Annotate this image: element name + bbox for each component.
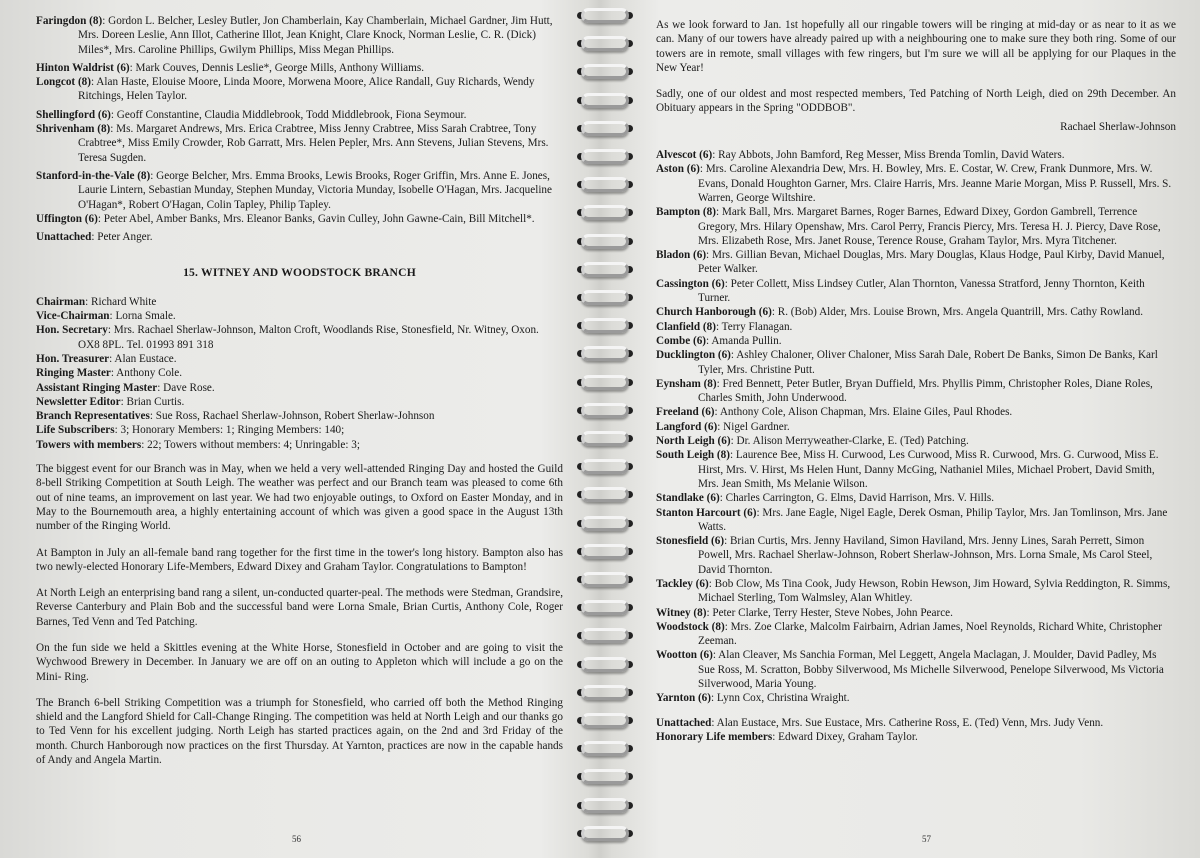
tower-entry: Combe (6): Amanda Pullin.	[656, 334, 782, 347]
binding-ring	[581, 290, 629, 305]
report-paragraph: The biggest event for our Branch was in May, when we held a very well-attended Ringing Day and hosted the Guild 8-bell Striking Competition at South Leigh. The weather was perfect and our Branch team was pleased to come 6th out of nine teams, an improvement on last year. We had two enjoyable outings, to Oxford on Easter Monday, and in May to the Bournemouth area, a highly entertaining account of which was given a good space in the August 13th number of the Ringing World.	[36, 463, 563, 533]
binding-ring	[581, 93, 629, 108]
binding-ring	[581, 177, 629, 192]
officer-entry: Branch Representatives: Sue Ross, Rachael Sherlaw-Johnson, Robert Sherlaw-Johnson	[36, 410, 435, 423]
tower-entry: Shellingford (6): Geoff Constantine, Claudia Middlebrook, Todd Middlebrook, Fiona Seymour.	[36, 108, 467, 121]
tower-entry: Woodstock (8): Mrs. Zoe Clarke, Malcolm Fairbairn, Adrian James, Noel Reynolds, Richard White, Christopher Zeeman.	[656, 620, 1162, 648]
officer-entry: Assistant Ringing Master: Dave Rose.	[36, 381, 215, 394]
report-paragraph: At North Leigh an enterprising band rang a silent, un-conducted quarter-peal. The methods were Stedman, Grandsire, Reverse Canterbury and Plain Bob and the successful band were Lorna Smale, Brian Curtis, Anthony Cole, Roger Barnes, Ted Venn and Ted Patching.	[36, 587, 563, 628]
officer-entry: Vice-Chairman: Lorna Smale.	[36, 310, 176, 323]
tower-entry: Eynsham (8): Fred Bennett, Peter Butler, Bryan Duffield, Mrs. Phyllis Pimm, Christopher Roles, Diane Roles, Charles Smith, John Underwood.	[656, 377, 1153, 405]
officer-entry: Newsletter Editor: Brian Curtis.	[36, 395, 185, 408]
left-page	[0, 0, 585, 858]
binding-ring	[581, 798, 629, 813]
binding-ring	[581, 741, 629, 756]
tower-entry: Alvescot (6): Ray Abbots, John Bamford, Reg Messer, Miss Brenda Tomlin, David Waters.	[656, 149, 1065, 162]
tower-entry: Bladon (6): Mrs. Gillian Bevan, Michael Douglas, Mrs. Mary Douglas, Klaus Hodge, Paul Kirby, David Manuel, Peter Walker.	[656, 249, 1165, 276]
report-paragraph: At Bampton in July an all-female band rang together for the first time in the tower's long history. Bampton also has two newly-elected Honorary Life-Members, Edward Dixey and Graham Taylor. Congratulations to Bampton!	[36, 546, 563, 573]
tower-entry: Ducklington (6): Ashley Chaloner, Oliver Chaloner, Miss Sarah Dale, Robert De Banks, Simon De Banks, Karl Tyler, Mrs. Christine Putt.	[656, 349, 1158, 376]
page-number-right: 57	[922, 834, 931, 844]
tower-entry: Cassington (6): Peter Collett, Miss Lindsey Cutler, Alan Thornton, Vanessa Stratford, Jenny Thornton, Keith Turner.	[656, 277, 1145, 305]
tower-entry: Freeland (6): Anthony Cole, Alison Chapman, Mrs. Elaine Giles, Paul Rhodes.	[656, 406, 1013, 419]
tower-entry: Stonesfield (6): Brian Curtis, Mrs. Jenny Haviland, Simon Haviland, Mrs. Jenny Lines, Sarah Perrett, Simon Powell, Mrs. Rachael Sherlaw-Johnson, Robert Sherlaw-Johnson, Mrs. Lorna Smale, Ms Carol Steel, David Thornton.	[656, 535, 1153, 576]
binding-ring	[581, 572, 629, 587]
officer-entry: Life Subscribers: 3; Honorary Members: 1; Ringing Members: 140;	[36, 424, 345, 437]
binding-ring	[581, 121, 629, 136]
tower-entry: Witney (8): Peter Clarke, Terry Hester, Steve Nobes, John Pearce.	[656, 606, 953, 619]
tower-entry: Bampton (8): Mark Ball, Mrs. Margaret Barnes, Roger Barnes, Edward Dixey, Gordon Gambrell, Terrence Gregory, Mrs. Hilary Openshaw, Mrs. Carol Perry, Francis Piercy, Mrs. Teresa H. J. Piercy, Dave Rose, Mrs. Elizabeth Rose, Mrs. Janet Rouse, Terence Rouse, Graham Taylor, Mrs. Myra Titchener.	[656, 206, 1161, 247]
tower-entry: Faringdon (8): Gordon L. Belcher, Lesley Butler, Jon Chamberlain, Kay Chamberlain, Michael Gardner, Jim Hutt, Mrs. Doreen Leslie, Ann Illot, Catherine Illot, Jean Knight, Clare Knock, Norman Leslie, C. R. (Dick) Miles*, Mrs. Caroline Phillips, Gwilym Phillips, Miss Megan Phillips.	[36, 15, 553, 56]
tower-entry: Church Hanborough (6): R. (Bob) Alder, Mrs. Louise Brown, Mrs. Angela Quantrill, Mrs. Cathy Rowland.	[656, 306, 1144, 319]
right-tower-list	[656, 148, 1176, 706]
report-paragraph: On the fun side we held a Skittles evening at the White Horse, Stonesfield in October and are going to visit the Wychwood Brewery in December. In January we are off on an outing to Appleton which will include a go on the Mini- Ring.	[36, 641, 563, 683]
binding-ring	[581, 685, 629, 700]
binding-ring	[581, 318, 629, 333]
honorary-members-entry: Honorary Life members: Edward Dixey, Graham Taylor.	[656, 730, 918, 743]
right-footer-entries	[656, 716, 1176, 745]
binding-ring	[581, 713, 629, 728]
tower-entry: Clanfield (8): Terry Flanagan.	[656, 320, 793, 333]
tower-entry: South Leigh (8): Laurence Bee, Miss H. Curwood, Les Curwood, Miss R. Curwood, Mrs. G. Curwood, Miss E. Hirst, Mrs. V. Hirst, Ms Helen Hunt, Danny McGing, Nathaniel Miles, Michael Probert, David Smith, Mrs. Jean Smith, Ms Melanie Wilson.	[656, 449, 1159, 490]
binding-ring	[581, 769, 629, 784]
tower-entry: North Leigh (6): Dr. Alison Merryweather-Clarke, E. (Ted) Patching.	[656, 435, 969, 448]
tower-entry: Hinton Waldrist (6): Mark Couves, Dennis Leslie*, George Mills, Anthony Williams.	[36, 61, 424, 74]
tower-entry: Wootton (6): Alan Cleaver, Ms Sanchia Forman, Mel Leggett, Angela Maclagan, J. Moulder, David Padley, Ms Sue Ross, M. Scratton, Bobby Silverwood, Ms Michelle Silverwood, Penelope Silverwood, Ms Victoria Silverwood, Maria Young.	[656, 649, 1164, 691]
officer-entry: Ringing Master: Anthony Cole.	[36, 367, 183, 380]
binding-ring	[581, 346, 629, 361]
binding-ring	[581, 8, 629, 23]
binding-ring	[581, 657, 629, 672]
right-page	[640, 0, 1200, 858]
tower-entry: Unattached: Peter Anger.	[36, 231, 153, 244]
report-continuation	[656, 18, 1176, 134]
binding-ring	[581, 459, 629, 474]
binding-ring	[581, 600, 629, 615]
binding-ring	[581, 487, 629, 502]
signature: Rachael Sherlaw-Johnson	[1060, 120, 1176, 133]
officer-entry: Hon. Secretary: Mrs. Rachael Sherlaw-Johnson, Malton Croft, Woodlands Rise, Stonesfield, Nr. Witney, Oxon. OX8 8PL. Tel. 01993 891 318	[36, 324, 539, 351]
left-tower-list	[36, 14, 563, 244]
binding-ring	[581, 628, 629, 643]
officer-entry: Chairman: Richard White	[36, 295, 157, 308]
officers-list	[36, 295, 563, 452]
binding-ring	[581, 36, 629, 51]
binding-ring	[581, 149, 629, 164]
tower-entry: Uffington (6): Peter Abel, Amber Banks, Mrs. Eleanor Banks, Gavin Culley, John Gawne-Cain, Bill Mitchell*.	[36, 212, 535, 225]
binding-ring	[581, 375, 629, 390]
tower-entry: Shrivenham (8): Ms. Margaret Andrews, Mrs. Erica Crabtree, Miss Jenny Crabtree, Miss Sarah Crabtree, Tony Crabtree*, Miss Emily Crowder, Rob Garratt, Mrs. Helen Pepler, Mrs. Ann Stevens, Julian Stevens, Mrs. Teresa Sugden.	[36, 123, 549, 164]
binding-ring	[581, 234, 629, 249]
binding-ring	[581, 826, 629, 841]
unattached-entry: Unattached: Alan Eustace, Mrs. Sue Eustace, Mrs. Catherine Ross, E. (Ted) Venn, Mrs. Judy Venn.	[656, 716, 1104, 729]
binding-ring	[581, 64, 629, 79]
report-paragraph: Sadly, one of our oldest and most respected members, Ted Patching of North Leigh, died on 29th December. An Obituary appears in the Spring "ODDBOB".	[656, 88, 1176, 115]
tower-entry: Stanton Harcourt (6): Mrs. Jane Eagle, Nigel Eagle, Derek Osman, Philip Taylor, Mrs. Jan Tomlinson, Mrs. Jane Watts.	[656, 506, 1168, 533]
officer-entry: Hon. Treasurer: Alan Eustace.	[36, 352, 177, 365]
page-number-left: 56	[292, 834, 301, 844]
tower-entry: Langford (6): Nigel Gardner.	[656, 420, 790, 433]
binding-ring	[581, 403, 629, 418]
branch-report	[36, 462, 563, 767]
binding-ring	[581, 516, 629, 531]
tower-entry: Standlake (6): Charles Carrington, G. Elms, David Harrison, Mrs. V. Hills.	[656, 492, 995, 505]
officer-entry: Towers with members: 22; Towers without members: 4; Unringable: 3;	[36, 438, 360, 451]
report-paragraph: As we look forward to Jan. 1st hopefully all our ringable towers will be ringing at mid-day or as near to it as we can. Many of our towers have already paired up with a neighbouring one to make sure they both ring. Some of our towers are in remote, small villages with few ringers, but I'm sure we will all be applying for our Plaques in the New Year!	[656, 19, 1176, 74]
binding-ring	[581, 205, 629, 220]
report-paragraph: The Branch 6-bell Striking Competition was a triumph for Stonesfield, who carried off both the Method Ringing shield and the Langford Shield for Call-Change Ringing. The competition was held at North Leigh and our thanks go to Ted Venn for his excellent judging. North Leigh has started practices again, on the 2nd and 3rd Friday of the month. Church Hanborough now practices on the first Thursday. At Yarnton, practices are now in the capable hands of Andy and Angela Martin.	[36, 696, 563, 767]
tower-entry: Longcot (8): Alan Haste, Elouise Moore, Linda Moore, Morwena Moore, Alice Randall, Guy Richards, Wendy Ritchings, Helen Taylor.	[36, 76, 535, 103]
binding-ring	[581, 431, 629, 446]
tower-entry: Yarnton (6): Lynn Cox, Christina Wraight.	[656, 692, 850, 705]
tower-entry: Aston (6): Mrs. Caroline Alexandria Dew, Mrs. H. Bowley, Mrs. E. Costar, W. Crew, Frank Dunmore, Mrs. W. Evans, Donald Houghton Garner, Mrs. Claire Harris, Mrs. Jeanne Marie Morgan, Miss P. Russell, Mrs. S. Warren, George Wiltshire.	[656, 163, 1172, 204]
spiral-binding	[575, 0, 635, 858]
branch-title: 15. WITNEY AND WOODSTOCK BRANCH	[183, 266, 416, 280]
tower-entry: Stanford-in-the-Vale (8): George Belcher, Mrs. Emma Brooks, Lewis Brooks, Roger Griffin, Mrs. Anne E. Jones, Laurie Lintern, Sebastian Munday, Stephen Munday, Victoria Munday, Isobelle O'Hagan, Mrs. Jacqueline O'Hagan*, Robert O'Hagan, Colin Tapley, Philip Tapley.	[36, 169, 552, 211]
binding-ring	[581, 544, 629, 559]
binding-ring	[581, 262, 629, 277]
tower-entry: Tackley (6): Bob Clow, Ms Tina Cook, Judy Hewson, Robin Hewson, Jim Howard, Sylvia Reddington, R. Simms, Michael Sterling, Tom Walmsley, Alan Whitley.	[656, 577, 1171, 605]
